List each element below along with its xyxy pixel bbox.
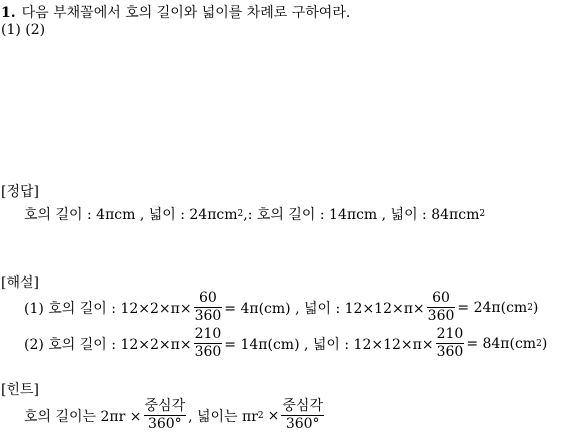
- question: [1, 2, 350, 22]
- sol1-c: = 24π(cm: [457, 299, 528, 316]
- hint-line: [24, 398, 326, 433]
- hint-fraction-2: [281, 398, 324, 433]
- sol2-b: = 14π(cm) , 넓이 : 12×12×π×: [224, 336, 434, 353]
- solution-heading: [해설]: [1, 275, 39, 291]
- answer-text-2: ,: 호의 길이 : 14πcm , 넓이 : 84πcm: [243, 207, 480, 223]
- sol1-sup: 2: [527, 302, 533, 313]
- sol1-b: = 4π(cm) , 넓이 : 12×12×π×: [224, 300, 425, 317]
- sol1-d: ): [532, 299, 539, 316]
- answer-line: [24, 204, 485, 224]
- sol2-d: ): [541, 335, 548, 352]
- sol2-f2-den: 360: [436, 344, 464, 360]
- sol1-f2-den: 360: [427, 308, 455, 324]
- sol2-f2-num: 210: [436, 326, 464, 342]
- sol1-fraction-1: [194, 290, 223, 325]
- hint-f1-den: 360°: [147, 416, 182, 432]
- solution-line-2: [24, 326, 547, 361]
- question-number: 1.: [1, 5, 16, 21]
- hint-heading: [힌트]: [1, 382, 39, 398]
- answer-sup-2: 2: [479, 209, 486, 219]
- hint-fraction-1: [144, 398, 187, 433]
- question-text: 다음 부채꼴에서 호의 길이와 넓이를 차례로 구하여라.: [21, 5, 351, 21]
- solution-line-1: [24, 290, 538, 325]
- sol2-c: = 84π(cm: [466, 335, 537, 352]
- answer-sup-1: 2: [237, 209, 244, 219]
- sol2-fraction-1: [194, 326, 223, 361]
- sol1-f1-num: 60: [199, 290, 217, 306]
- hint-f2-num: 중심각: [282, 398, 323, 414]
- sol2-fraction-2: [436, 326, 465, 361]
- sol1-f1-den: 360: [194, 308, 222, 324]
- hint-f1-num: 중심각: [144, 398, 186, 414]
- hint-c: ×: [267, 407, 280, 424]
- sol1-fraction-2: [427, 290, 456, 325]
- hint-f2-den: 360°: [285, 416, 320, 432]
- hint-sup: 2: [257, 410, 264, 421]
- sol2-sup: 2: [536, 338, 542, 349]
- answer-text-1: 호의 길이 : 4πcm , 넓이 : 24πcm: [24, 207, 238, 223]
- hint-b: , 넓이는 πr: [188, 408, 258, 425]
- sol1-a: (1) 호의 길이 : 12×2×π×: [24, 300, 192, 317]
- sol2-f1-num: 210: [194, 326, 222, 342]
- answer-heading: [정답]: [1, 184, 39, 200]
- hint-a: 호의 길이는 2πr ×: [24, 408, 142, 425]
- sol2-f1-den: 360: [194, 344, 222, 360]
- sol1-f2-num: 60: [432, 290, 450, 306]
- question-parts: (1) (2): [1, 22, 46, 38]
- sol2-a: (2) 호의 길이 : 12×2×π×: [24, 336, 192, 353]
